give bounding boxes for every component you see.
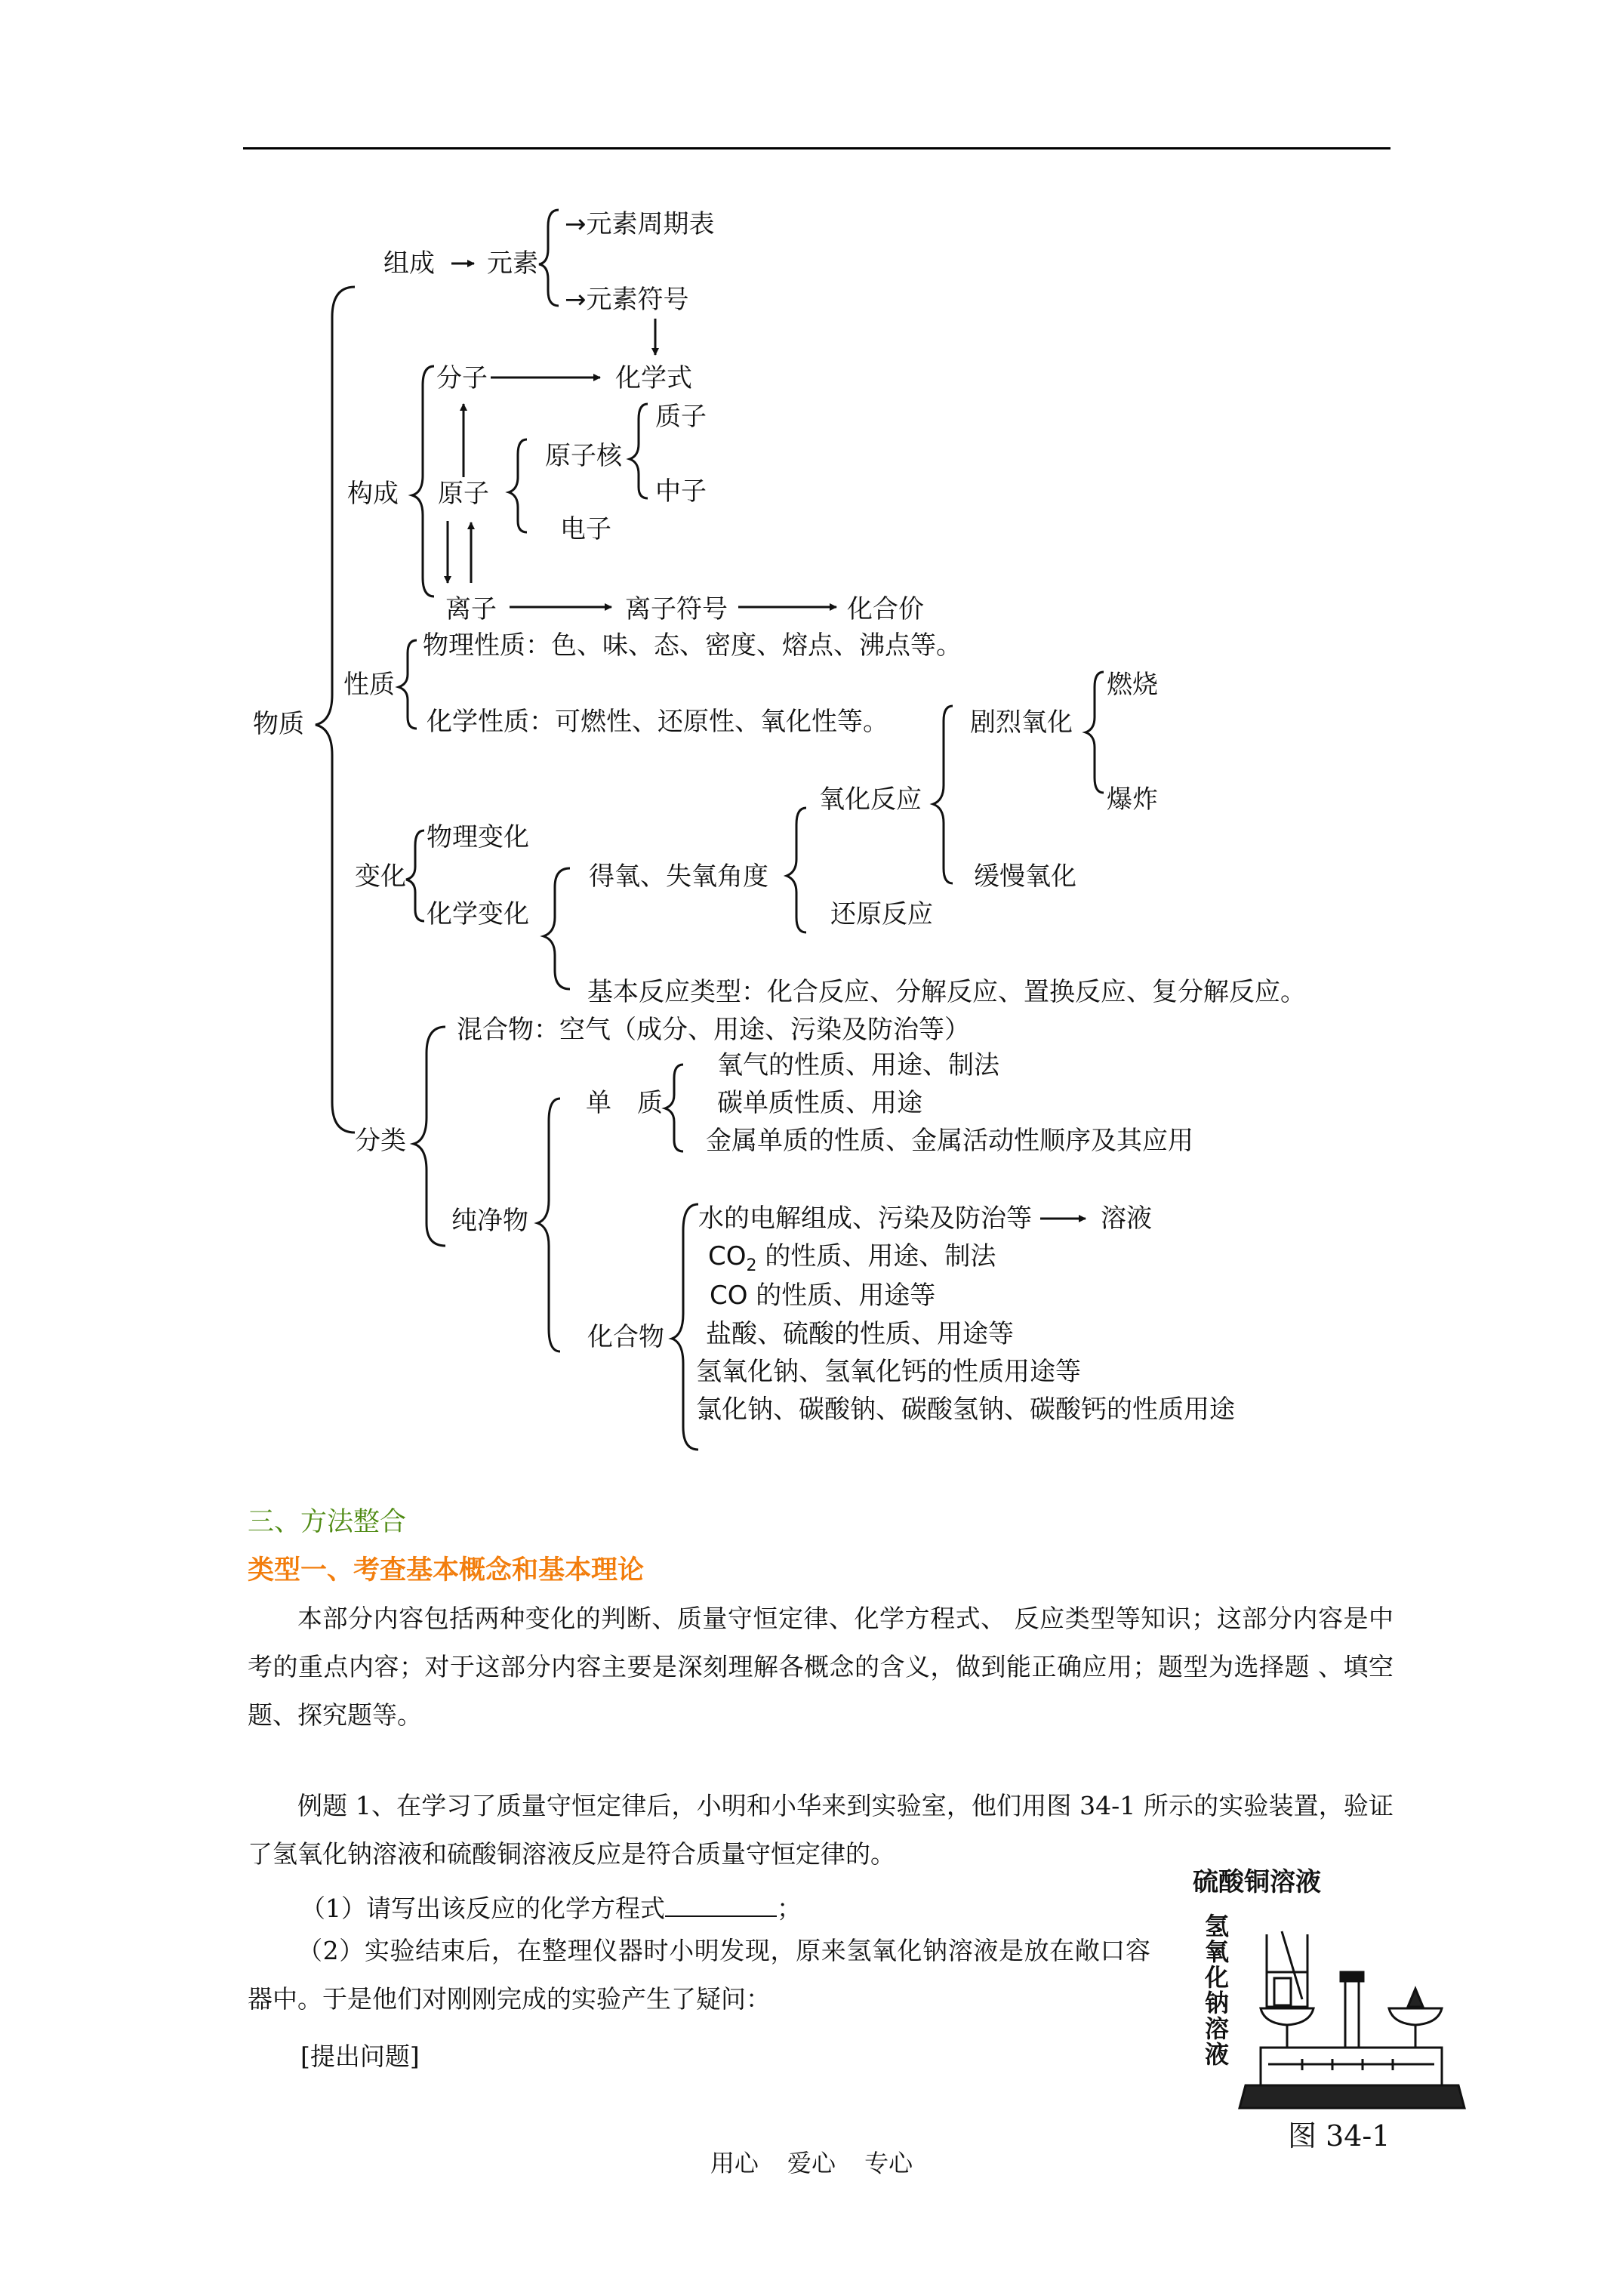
pure-brace	[537, 1099, 560, 1351]
page-footer: 用心 爱心 专心	[710, 2149, 913, 2177]
co-line: CO 的性质、用途等	[710, 1281, 936, 1311]
experiment-figure	[1178, 1859, 1472, 2153]
element-brace	[539, 210, 559, 306]
example-paragraph: 例题 1、在学习了质量守恒定律后，小明和小华来到实验室，他们用图 34-1 所示的实验装置，验证了氢氧化钠溶液和硫酸铜溶液反应是符合质量守恒定律的。	[248, 1791, 1394, 1869]
reduction-reaction: 还原反应	[830, 899, 933, 929]
figure-label-side: 氢氧化钠溶液	[1201, 1913, 1230, 2067]
balance-icon	[1240, 1931, 1464, 2108]
question-1-suffix: ；	[777, 1894, 802, 1923]
molecule-label: 分子	[436, 363, 488, 393]
salt-line: 氯化钠、碳酸钠、碳酸氢钠、碳酸钙的性质用途	[696, 1395, 1235, 1425]
base-line: 氢氧化钠、氢氧化钙的性质用途等	[696, 1357, 1081, 1387]
properties-label: 性质	[343, 670, 395, 700]
co2-line: $CO_2$ 的性质、用途、制法	[708, 1241, 996, 1275]
oxygen-properties: 氧气的性质、用途、制法	[717, 1050, 999, 1080]
atom-brace	[509, 439, 527, 532]
ion-label: 离子	[445, 594, 497, 624]
valence-label: 化合价	[847, 594, 924, 624]
formula-label: 化学式	[615, 363, 692, 393]
burning: 燃烧	[1107, 670, 1158, 700]
element-label: 元素	[487, 248, 538, 279]
chemical-change: 化学变化	[427, 899, 529, 929]
oxidation-brace	[933, 706, 953, 883]
changes-brace	[406, 831, 424, 921]
pure-substance-label: 纯净物	[451, 1206, 528, 1236]
periodic-table-label: →元素周期表	[565, 209, 715, 239]
oxidation-reaction: 氧化反应	[819, 784, 922, 815]
solution-label: 溶液	[1101, 1203, 1152, 1234]
oxygen-angle: 得氧、失氧角度	[589, 861, 768, 892]
compound-brace	[672, 1204, 698, 1450]
atom-label: 原子	[438, 479, 489, 509]
intro-paragraph: 本部分内容包括两种变化的判断、质量守恒定律、化学方程式、 反应类型等知识；这部分内容是中考的重点内容；对于这部分内容主要是深刻理解各概念的含义，做到能正确应用；题型为选择题 、填空题、探究题等。	[248, 1604, 1394, 1730]
question-2: （2）实验结束后，在整理仪器时小明发现，原来氢氧化钠溶液是放在敞口容器中。于是他们对刚刚完成的实验产生了疑问：	[248, 1936, 1150, 2014]
chemical-properties: 化学性质：可燃性、还原性、氧化性等。	[427, 707, 888, 737]
water-line: 水的电解组成、污染及防治等	[698, 1203, 1032, 1234]
element-symbol-label: →元素符号	[565, 285, 689, 315]
electron-label: 电子	[560, 514, 611, 544]
chemical-change-brace	[544, 868, 570, 989]
structure-brace	[412, 366, 434, 596]
ion-symbol-label: 离子符号	[625, 594, 728, 624]
raise-question: [提出问题]	[300, 2042, 420, 2071]
mixture-label: 混合物：空气（成分、用途、污染及防治等）	[457, 1015, 970, 1045]
redox-brace	[787, 808, 806, 932]
nucleus-brace	[630, 404, 648, 498]
neutron-label: 中子	[655, 476, 707, 507]
classification-brace	[414, 1027, 445, 1246]
section-heading: 三、方法整合	[248, 1507, 407, 1537]
figure-caption: 图 34-1	[1288, 2119, 1390, 2153]
simple-substance-label: 单 质	[586, 1088, 663, 1118]
changes-label: 变化	[355, 861, 406, 892]
composition-label: 组成	[383, 248, 435, 279]
question-1-prefix: （1）请写出该反应的化学方程式	[300, 1894, 665, 1923]
physical-change: 物理变化	[427, 822, 529, 852]
root-brace	[316, 287, 355, 1133]
question-1	[300, 1889, 802, 1925]
metal-properties: 金属单质的性质、金属活动性顺序及其应用	[706, 1126, 1193, 1156]
structure-label: 构成	[347, 479, 399, 509]
type-heading: 类型一、考查基本概念和基本理论	[248, 1555, 645, 1586]
root-label: 物质	[253, 709, 304, 739]
figure-label-top: 硫酸铜溶液	[1193, 1867, 1321, 1897]
compound-label: 化合物	[587, 1322, 664, 1352]
explosion: 爆炸	[1107, 784, 1158, 815]
acid-line: 盐酸、硫酸的性质、用途等	[706, 1319, 1014, 1349]
properties-brace	[399, 640, 417, 729]
classification-label: 分类	[355, 1126, 406, 1156]
basic-reaction-types: 基本反应类型：化合反应、分解反应、置换反应、复分解反应。	[587, 977, 1306, 1007]
answer-blank[interactable]	[665, 1894, 777, 1917]
simple-substance-brace	[665, 1065, 683, 1151]
violent-oxidation: 剧烈氧化	[970, 707, 1073, 738]
physical-properties: 物理性质：色、味、态、密度、熔点、沸点等。	[423, 630, 962, 661]
violent-brace	[1086, 672, 1104, 793]
nucleus-label: 原子核	[545, 441, 622, 471]
carbon-properties: 碳单质性质、用途	[717, 1088, 922, 1118]
slow-oxidation: 缓慢氧化	[974, 861, 1076, 892]
proton-label: 质子	[655, 402, 707, 432]
